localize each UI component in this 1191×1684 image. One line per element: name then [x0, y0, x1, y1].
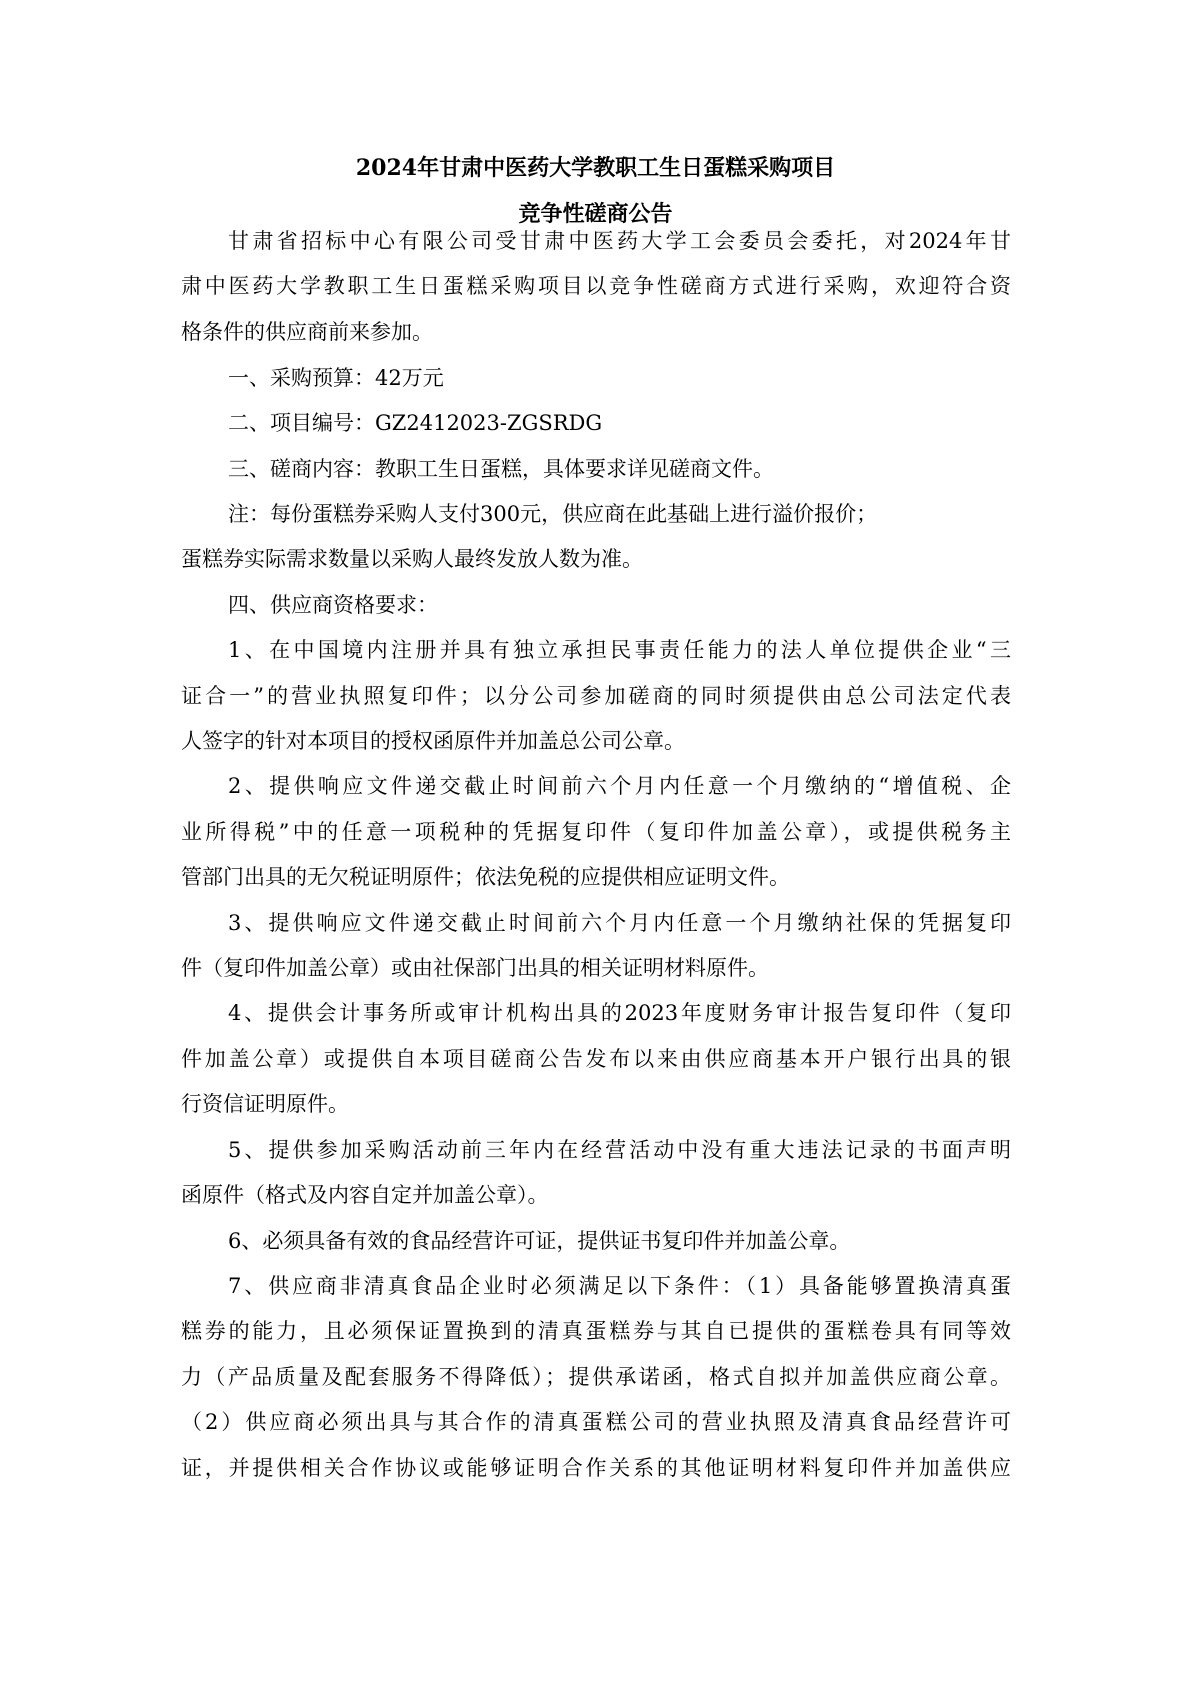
note-line: 蛋糕券实际需求数量以采购人最终发放人数为准。	[181, 547, 643, 571]
intro-line: 肃中医药大学教职工生日蛋糕采购项目以竞争性磋商方式进行采购，欢迎符合资	[181, 274, 1011, 298]
intro-line: 格条件的供应商前来参加。	[181, 320, 433, 344]
requirement-line: 4、提供会计事务所或审计机构出具的2023年度财务审计报告复印件（复印	[228, 1001, 1011, 1025]
intro-line: 甘肃省招标中心有限公司受甘肃中医药大学工会委员会委托，对2024年甘	[228, 229, 1011, 253]
requirement-line: 函原件（格式及内容自定并加盖公章）。	[181, 1183, 549, 1207]
requirement-line: 证合一”的营业执照复印件；以分公司参加磋商的同时须提供由总公司法定代表	[181, 684, 1011, 708]
requirement-line: 2、提供响应文件递交截止时间前六个月内任意一个月缴纳的“增值税、企	[228, 774, 1011, 798]
requirement-line: 行资信证明原件。	[181, 1092, 349, 1116]
requirement-line: 糕券的能力，且必须保证置换到的清真蛋糕券与其自已提供的蛋糕卷具有同等效	[181, 1319, 1011, 1343]
requirement-line: 7、供应商非清真食品企业时必须满足以下条件：（1）具备能够置换清真蛋	[228, 1274, 1011, 1298]
note-line: 注：每份蛋糕券采购人支付300元，供应商在此基础上进行溢价报价；	[228, 502, 878, 526]
requirement-line: （2）供应商必须出具与其合作的清真蛋糕公司的营业执照及清真食品经营许可	[181, 1410, 1011, 1434]
requirement-line: 证，并提供相关合作协议或能够证明合作关系的其他证明材料复印件并加盖供应	[181, 1456, 1011, 1480]
document-title: 2024年甘肃中医药大学教职工生日蛋糕采购项目	[355, 155, 836, 181]
section-qualifications: 四、供应商资格要求：	[228, 593, 438, 617]
requirement-line: 力（产品质量及配套服务不得降低）；提供承诺函，格式自拟并加盖供应商公章。	[181, 1365, 1011, 1389]
section-budget: 一、采购预算：42万元	[228, 366, 444, 390]
requirement-line: 1、在中国境内注册并具有独立承担民事责任能力的法人单位提供企业“三	[228, 638, 1011, 662]
requirement-line: 管部门出具的无欠税证明原件；依法免税的应提供相应证明文件。	[181, 865, 790, 889]
requirement-line: 件加盖公章）或提供自本项目磋商公告发布以来由供应商基本开户银行出具的银	[181, 1047, 1011, 1071]
requirement-line: 件（复印件加盖公章）或由社保部门出具的相关证明材料原件。	[181, 956, 769, 980]
requirement-line: 人签字的针对本项目的授权函原件并加盖总公司公章。	[181, 729, 685, 753]
requirement-line: 业所得税”中的任意一项税种的凭据复印件（复印件加盖公章），或提供税务主	[181, 820, 1011, 844]
section-content: 三、磋商内容：教职工生日蛋糕，具体要求详见磋商文件。	[228, 457, 774, 481]
requirement-line: 5、提供参加采购活动前三年内在经营活动中没有重大违法记录的书面声明	[228, 1138, 1011, 1162]
requirement-line: 6、必须具备有效的食品经营许可证，提供证书复印件并加盖公章。	[228, 1229, 851, 1253]
requirement-line: 3、提供响应文件递交截止时间前六个月内任意一个月缴纳社保的凭据复印	[228, 911, 1011, 935]
document-subtitle: 竞争性磋商公告	[518, 201, 673, 227]
section-project-number: 二、项目编号：GZ2412023-ZGSRDG	[228, 411, 603, 435]
